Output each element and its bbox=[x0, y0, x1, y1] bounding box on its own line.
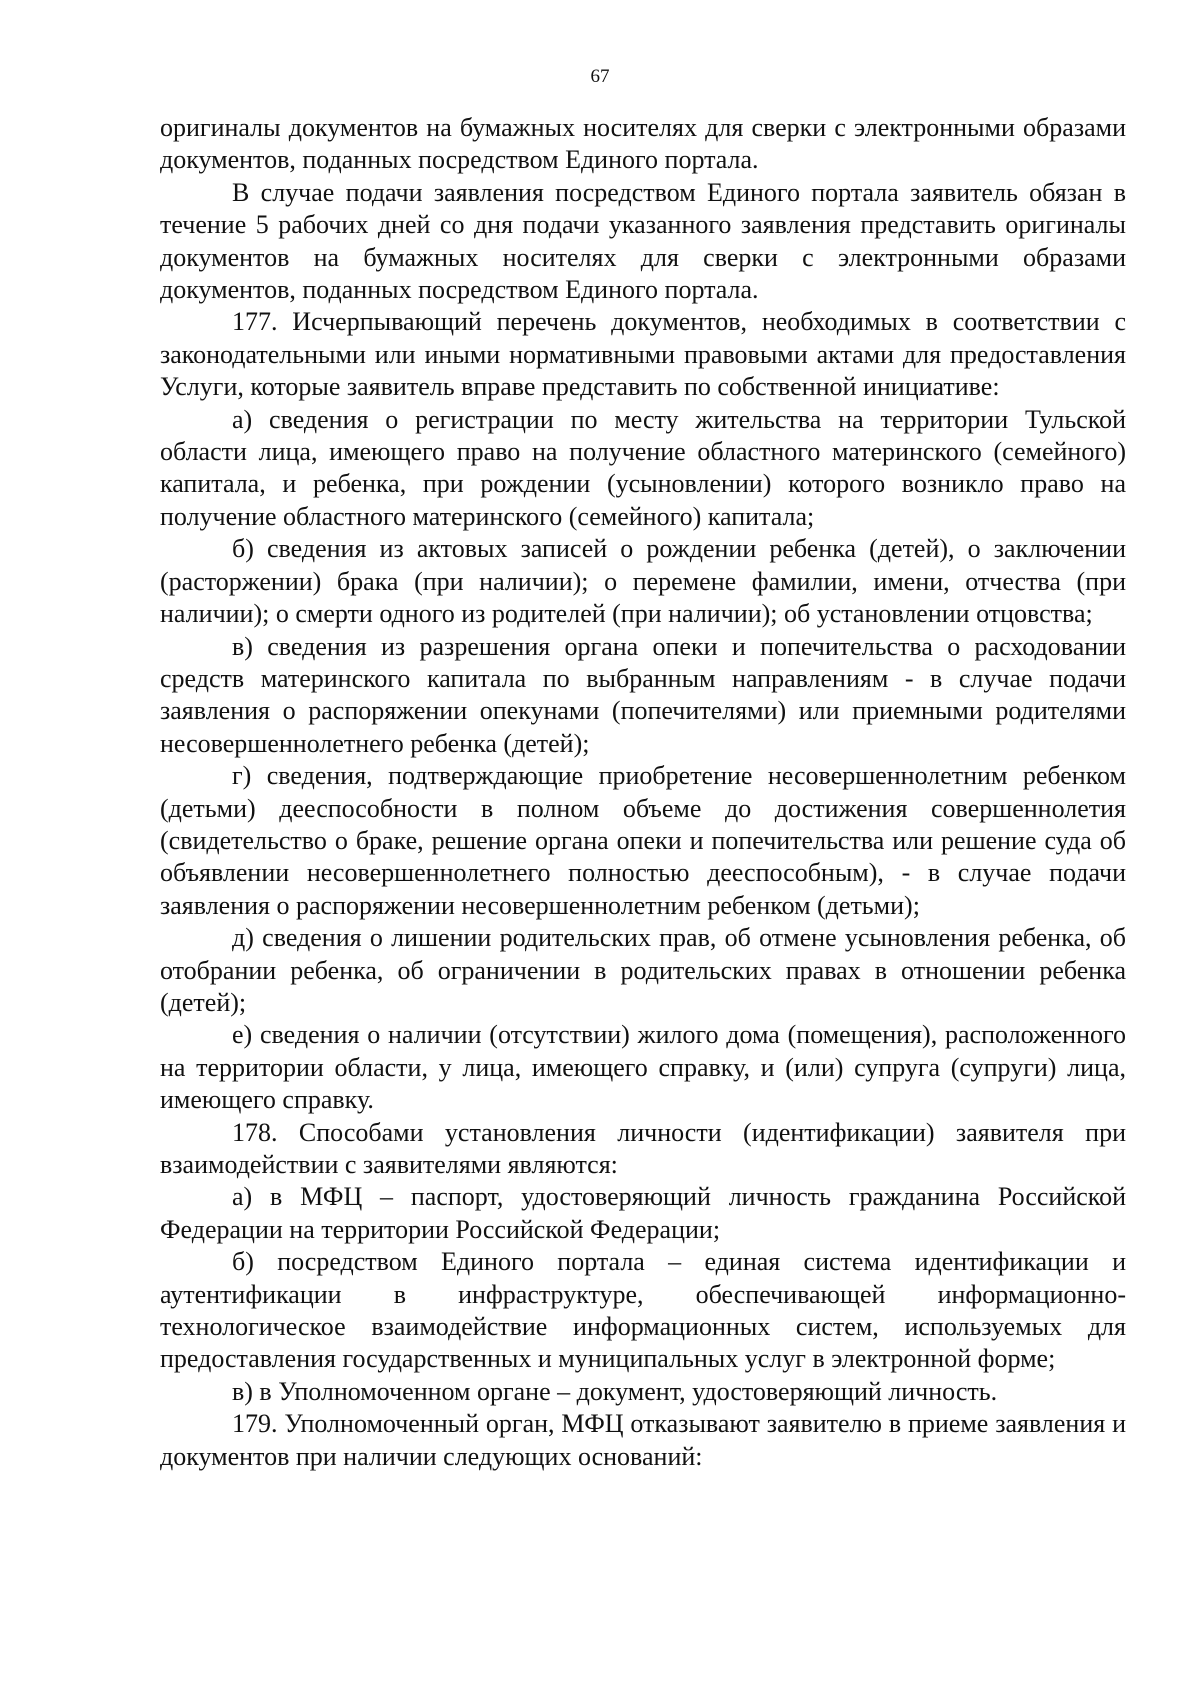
paragraph: а) в МФЦ – паспорт, удостоверяющий личность гражданина Российской Федерации на территории Российской Федерации; bbox=[160, 1182, 1126, 1244]
paragraph: оригиналы документов на бумажных носителях для сверки с электронными образами документов, поданных посредством Единого портала. bbox=[160, 113, 1126, 175]
paragraph: е) сведения о наличии (отсутствии) жилого дома (помещения), расположенного на территории области, у лица, имеющего справку, и (или) супруга (супруги) лица, имеющего справку. bbox=[160, 1020, 1126, 1115]
page-number: 67 bbox=[590, 66, 610, 87]
paragraph: 177. Исчерпывающий перечень документов, необходимых в соответствии с законодательными или иными нормативными правовыми актами для предоставления Услуги, которые заявитель вправе представить по собственной инициативе: bbox=[160, 307, 1126, 402]
paragraph: в) сведения из разрешения органа опеки и попечительства о расходовании средств материнского капитала по выбранным направлениям - в случае подачи заявления о распоряжении опекунами (попечителями) или приемными родителями несовершеннолетнего ребенка (детей); bbox=[160, 631, 1126, 758]
paragraph: г) сведения, подтверждающие приобретение несовершеннолетним ребенком (детьми) дееспособности в полном объеме до достижения совершеннолетия (свидетельство о браке, решение органа опеки и попечительства или решение суда об объявлении несовершеннолетнего полностью дееспособным), - в случае подачи заявления о распоряжении несовершеннолетним ребенком (детьми); bbox=[160, 761, 1126, 920]
paragraph: а) сведения о регистрации по месту жительства на территории Тульской области лица, имеющего право на получение областного материнского (семейного) капитала, и ребенка, при рождении (усыновлении) которого возникло право на получение областного материнского (семейного) капитала; bbox=[160, 404, 1126, 531]
paragraph: 179. Уполномоченный орган, МФЦ отказывают заявителю в приеме заявления и документов при наличии следующих оснований: bbox=[160, 1409, 1126, 1471]
paragraph: б) посредством Единого портала – единая система идентификации и аутентификации в инфраструктуре, обеспечивающей информационно-технологическое взаимодействие информационных систем, используемых для предоставления государственных и муниципальных услуг в электронной форме; bbox=[160, 1247, 1126, 1374]
paragraph: б) сведения из актовых записей о рождении ребенка (детей), о заключении (расторжении) брака (при наличии); о перемене фамилии, имени, отчества (при наличии); о смерти одного из родителей (при наличии); об установлении отцовства; bbox=[160, 534, 1126, 629]
paragraph: в) в Уполномоченном органе – документ, удостоверяющий личность. bbox=[232, 1376, 998, 1406]
paragraph: В случае подачи заявления посредством Единого портала заявитель обязан в течение 5 рабочих дней со дня подачи указанного заявления представить оригиналы документов на бумажных носителях для сверки с электронными образами документов, поданных посредством Единого портала. bbox=[160, 177, 1126, 305]
paragraph: д) сведения о лишении родительских прав, об отмене усыновления ребенка, об отобрании ребенка, об ограничении в родительских правах в отношении ребенка (детей); bbox=[160, 923, 1126, 1017]
document-body bbox=[160, 112, 1126, 1473]
paragraph: 178. Способами установления личности (идентификации) заявителя при взаимодействии с заявителями являются: bbox=[160, 1117, 1126, 1179]
